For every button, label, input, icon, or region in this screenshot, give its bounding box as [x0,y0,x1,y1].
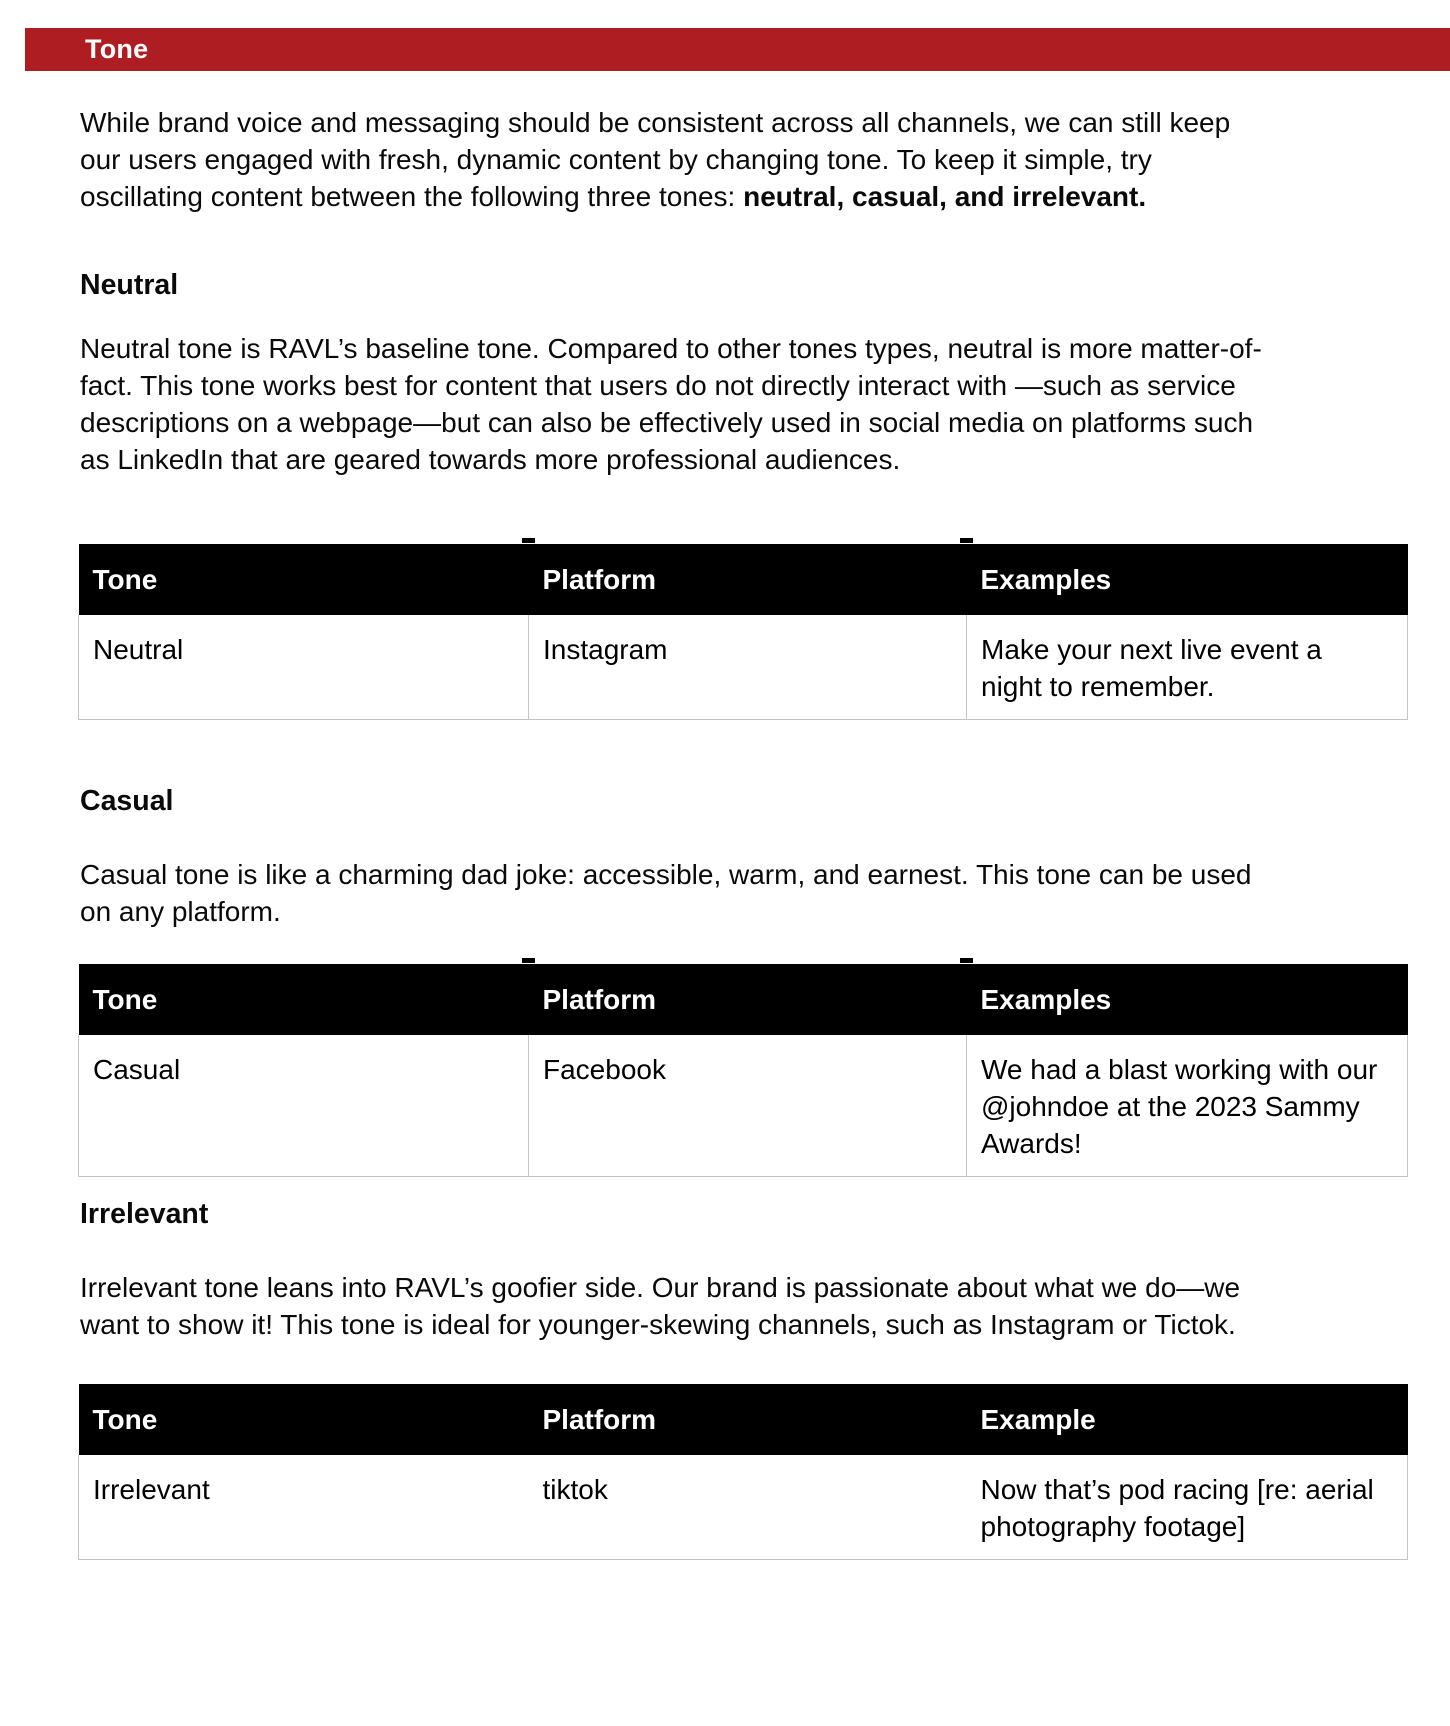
irrelevant-paragraph: Irrelevant tone leans into RAVL’s goofier side. Our brand is passionate about what we do—we want to show it! This tone is ideal for younger-skewing channels, such as Instagram or Tictok. [80,1272,1241,1340]
header-cell-platform: Platform [529,1384,967,1455]
table-row [79,1035,1408,1177]
header-cell-tone: Tone [79,544,529,615]
header-cell-examples: Examples [967,964,1408,1035]
cell-platform: tiktok [529,1455,967,1560]
banner-title: Tone [85,34,149,64]
tone-section-banner [25,28,1450,71]
casual-tone-table [78,964,1408,1177]
cell-tone: Irrelevant [79,1455,529,1560]
heading-casual: Casual [80,785,174,817]
header-cell-platform: Platform [529,544,967,615]
header-cell-tone: Tone [79,1384,529,1455]
casual-paragraph: Casual tone is like a charming dad joke: accessible, warm, and earnest. This tone can be used on any platform. [80,859,1252,927]
table-header-row [79,544,1408,615]
header-cell-tone: Tone [79,964,529,1035]
header-cell-example: Example [967,1384,1408,1455]
table-header-row [79,1384,1408,1455]
cell-tone: Neutral [79,615,529,720]
table-row [79,1455,1408,1560]
cell-example: Make your next live event a night to remember. [967,615,1408,720]
irrelevant-tone-table [78,1384,1408,1560]
intro-paragraph [80,104,1278,215]
cell-example: Now that’s pod racing [re: aerial photography footage] [967,1455,1408,1560]
neutral-table-block [78,544,1407,720]
neutral-paragraph: Neutral tone is RAVL’s baseline tone. Compared to other tones types, neutral is more matter-of-fact. This tone works best for content that users do not directly interact with —such as service descriptions on a webpage—but can also be effectively used in social media on platforms such as LinkedIn that are geared towards more professional audiences. [80,333,1262,475]
cell-example: We had a blast working with our @johndoe at the 2023 Sammy Awards! [967,1035,1408,1177]
column-boundary-tick-icon [522,958,535,963]
cell-platform: Facebook [529,1035,967,1177]
cell-platform: Instagram [529,615,967,720]
cell-tone: Casual [79,1035,529,1177]
heading-neutral: Neutral [80,269,179,301]
header-cell-platform: Platform [529,964,967,1035]
header-cell-examples: Examples [967,544,1408,615]
column-boundary-tick-icon [960,958,973,963]
casual-table-block [78,964,1407,1177]
column-boundary-tick-icon [522,538,535,543]
intro-text: While brand voice and messaging should be consistent across all channels, we can still keep our users engaged with fresh, dynamic content by changing tone. To keep it simple, try oscillating content between the following three tones: [80,107,1231,212]
table-row [79,615,1408,720]
table-header-row [79,964,1408,1035]
heading-irrelevant: Irrelevant [80,1198,209,1230]
column-boundary-tick-icon [960,538,973,543]
neutral-tone-table [78,544,1408,720]
document-content [0,104,1450,1560]
intro-bold-text: neutral, casual, and irrelevant. [743,181,1147,212]
irrelevant-table-block [78,1384,1407,1560]
